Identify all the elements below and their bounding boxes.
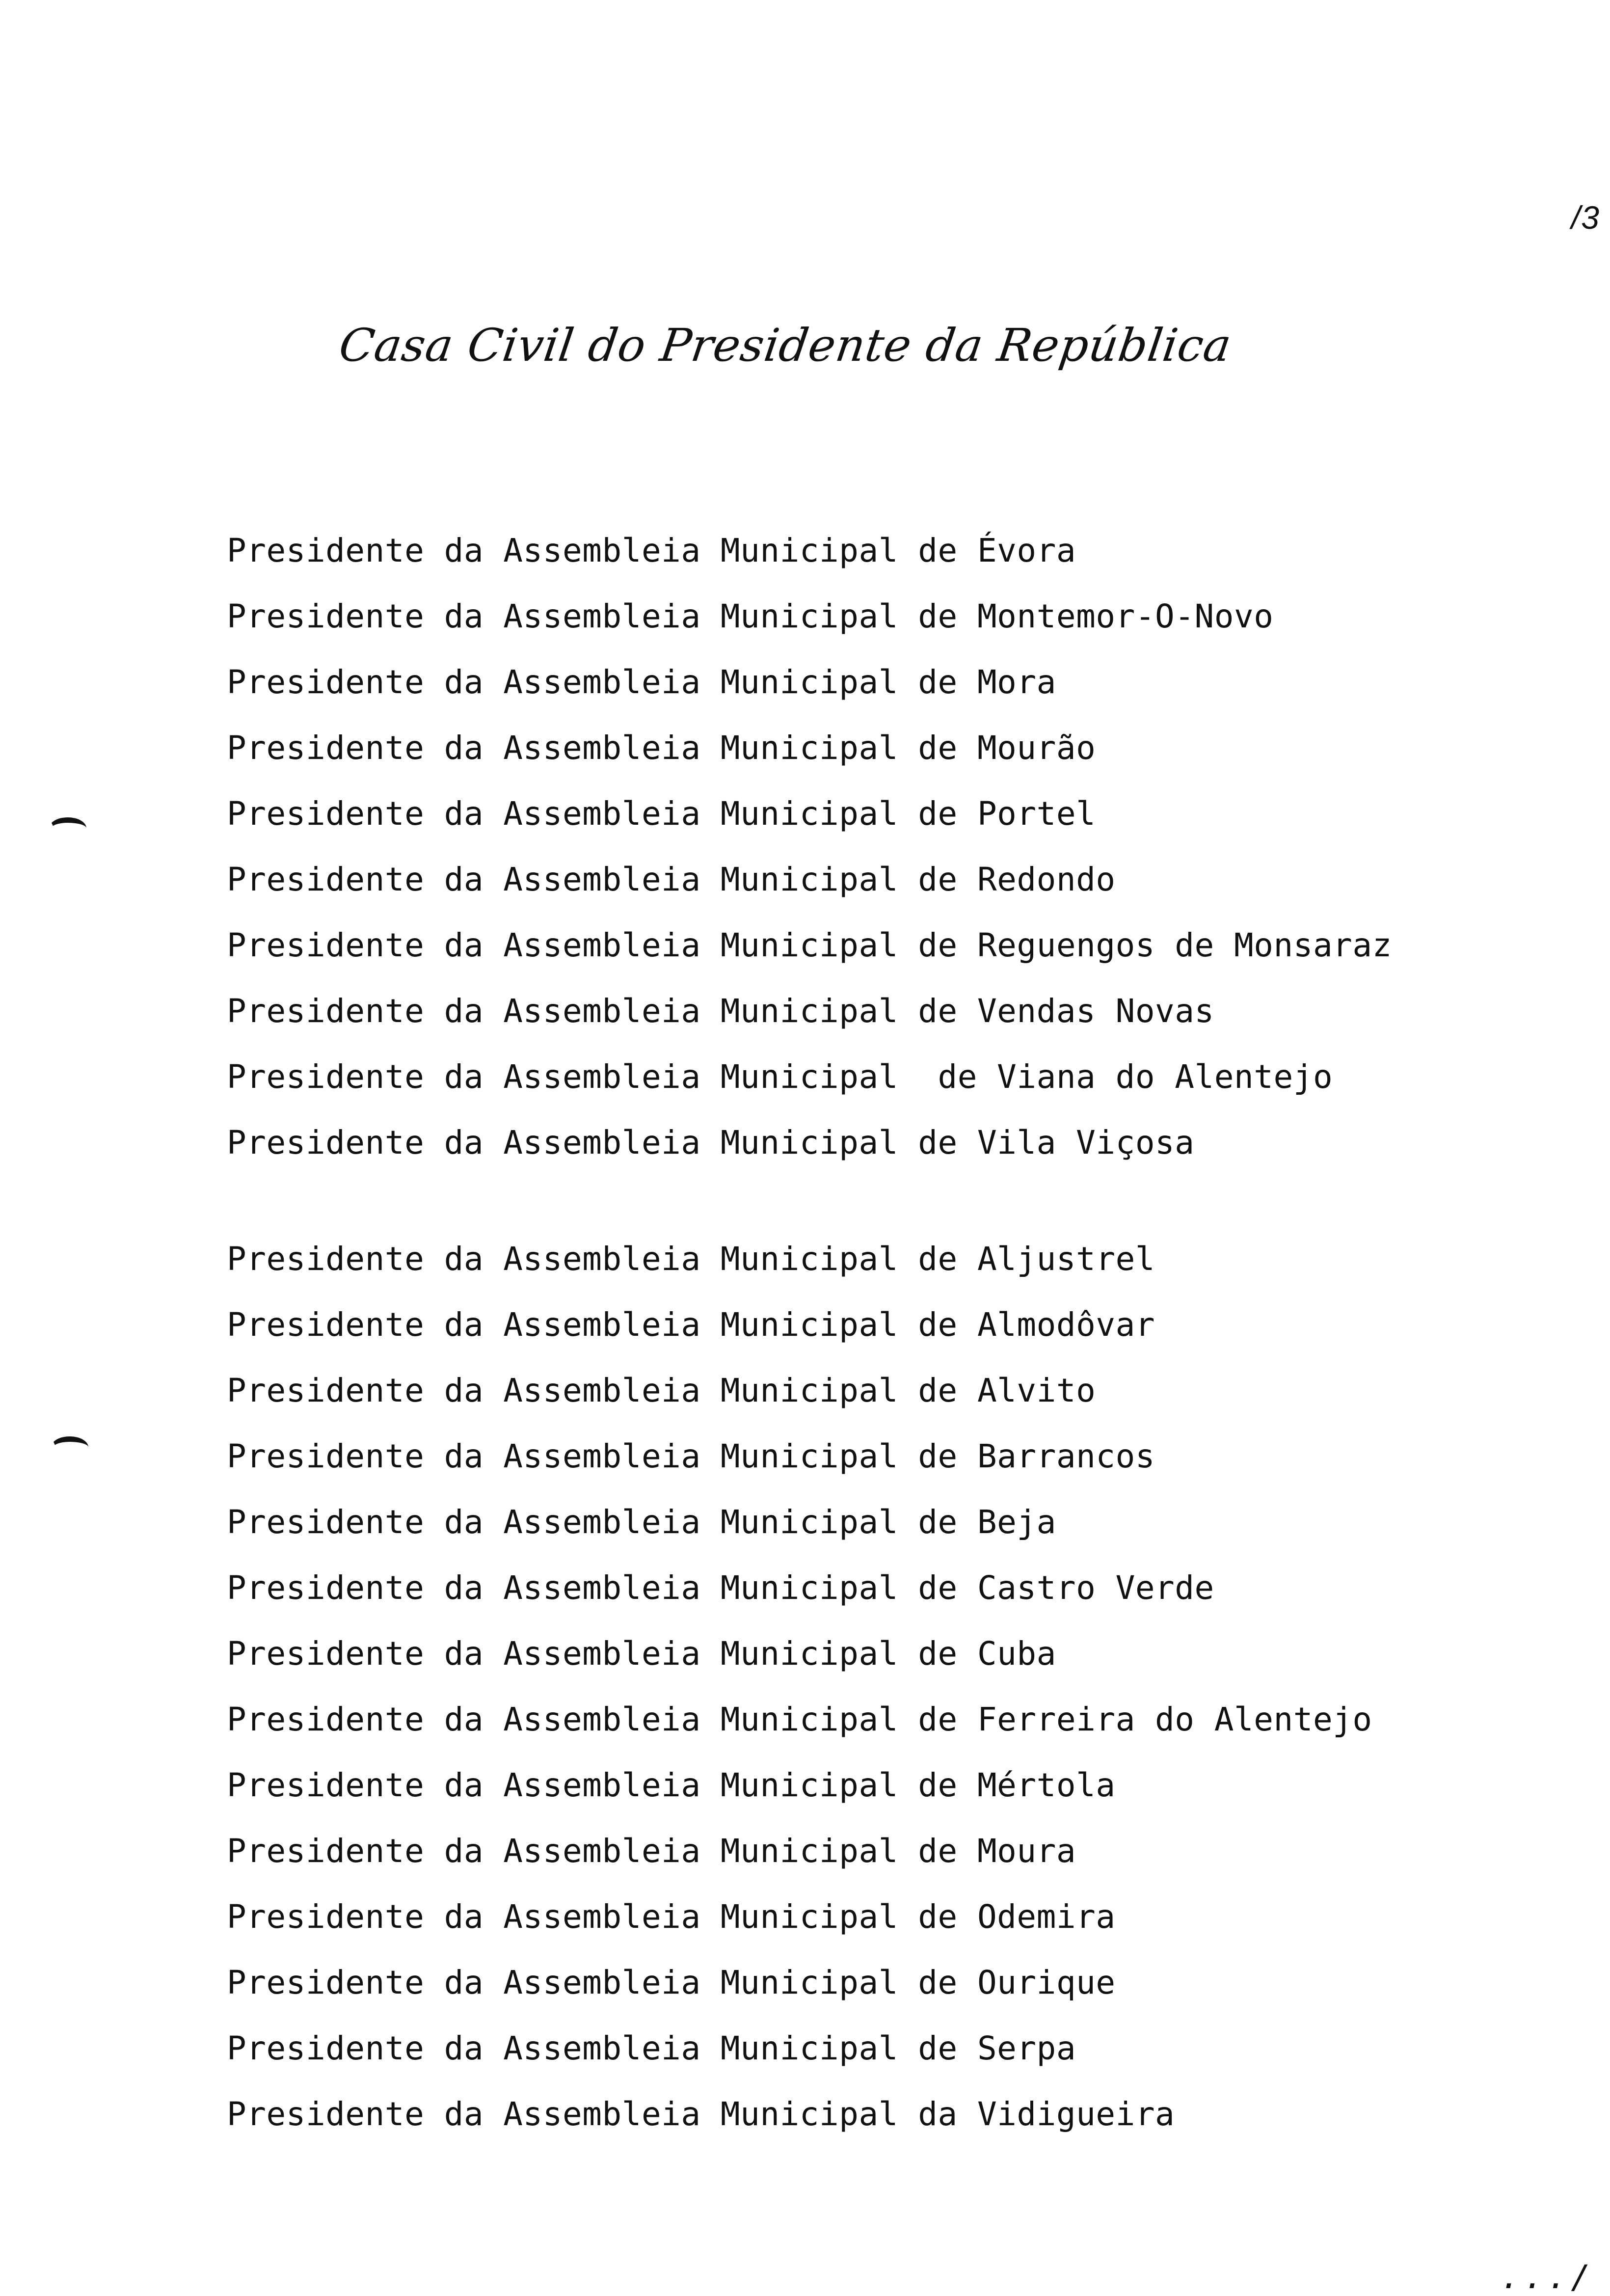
list-item: Presidente da Assembleia Municipal de Aljustrel [227, 1240, 1155, 1278]
list-item: Presidente da Assembleia Municipal da Vidigueira [227, 2095, 1175, 2133]
page-number: /3 [1571, 199, 1600, 236]
list-item: Presidente da Assembleia Municipal de Odemira [227, 1898, 1116, 1936]
continuation-text: ... [1501, 2258, 1571, 2296]
list-item: Presidente da Assembleia Municipal de Beja [227, 1503, 1056, 1541]
list-item: Presidente da Assembleia Municipal de Vila Viçosa [227, 1124, 1195, 1162]
list-item: Presidente da Assembleia Municipal de Montemor-O-Novo [227, 597, 1274, 635]
list-item: Presidente da Assembleia Municipal de Alvito [227, 1372, 1096, 1409]
list-item: Presidente da Assembleia Municipal de Mértola [227, 1766, 1116, 1804]
list-item: Presidente da Assembleia Municipal de Moura [227, 1832, 1076, 1870]
recipient-list-evora [227, 518, 1392, 1176]
list-item: Presidente da Assembleia Municipal de Portel [227, 795, 1096, 833]
list-item: Presidente da Assembleia Municipal de Serpa [227, 2029, 1076, 2067]
list-item: Presidente da Assembleia Municipal de Mourão [227, 729, 1096, 767]
recipient-list-beja [227, 1226, 1372, 2147]
list-item: Presidente da Assembleia Municipal de Barrancos [227, 1437, 1155, 1475]
list-item: Presidente da Assembleia Municipal de Ferreira do Alentejo [227, 1701, 1372, 1738]
list-item: Presidente da Assembleia Municipal de Castro Verde [227, 1569, 1214, 1607]
list-item: Presidente da Assembleia Municipal de Almodôvar [227, 1306, 1155, 1344]
list-item: Presidente da Assembleia Municipal de Reguengos de Monsaraz [227, 926, 1392, 964]
list-item: Presidente da Assembleia Municipal de Mora [227, 663, 1056, 701]
list-item: Presidente da Assembleia Municipal de Vendas Novas [227, 992, 1214, 1030]
list-item: Presidente da Assembleia Municipal de Ourique [227, 1964, 1116, 2001]
letterhead: Casa Civil do Presidente da República [336, 319, 1235, 372]
list-item: Presidente da Assembleia Municipal de Redondo [227, 861, 1116, 898]
continuation-mark: .../ [1501, 2258, 1594, 2296]
list-item: Presidente da Assembleia Municipal de Viana do Alentejo [227, 1058, 1333, 1096]
hole-mark-2 [51, 1436, 88, 1458]
list-item: Presidente da Assembleia Municipal de Cuba [227, 1635, 1056, 1673]
hole-mark-1 [49, 817, 86, 839]
list-item: Presidente da Assembleia Municipal de Évora [227, 532, 1076, 569]
